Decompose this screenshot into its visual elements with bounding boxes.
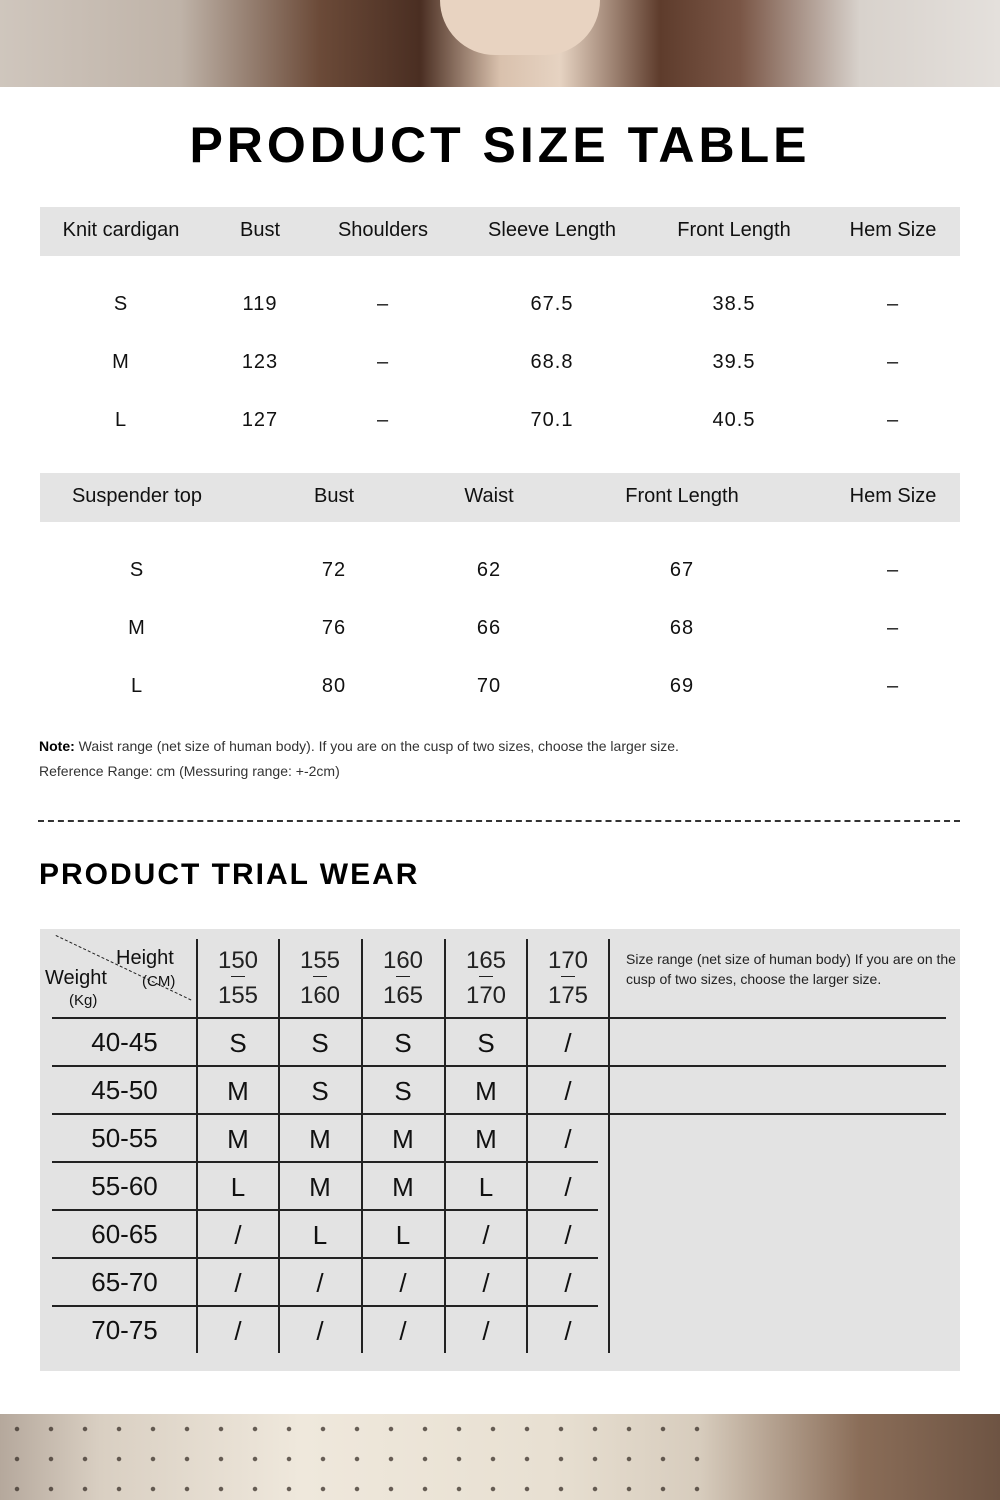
cardigan-size-table (40, 207, 960, 447)
grid-line (444, 939, 446, 1353)
section-divider (38, 820, 960, 822)
size-cell: L (230, 1172, 246, 1202)
corner-kg-label: (Kg) (69, 992, 98, 1009)
grid-line (52, 1209, 598, 1211)
table-cell: 127 (241, 409, 279, 431)
column-header: Bust (239, 219, 281, 241)
height-column-header (362, 942, 444, 1014)
weight-range: 40-45 (91, 1027, 158, 1057)
height-column-header (445, 942, 527, 1014)
grid-line (52, 1017, 946, 1019)
height-from: 155 (299, 947, 341, 974)
note-text: Waist range (net size of human body). If you are on the cusp of two sizes, choose the larger size. (74, 738, 679, 754)
table-cell: S (129, 559, 145, 581)
size-cell: / (564, 1172, 572, 1202)
suspender-table-header (40, 473, 960, 522)
corner-weight-label: Weight (45, 967, 107, 989)
trial-size-note: Size range (net size of human body) If you are on the cusp of two sizes, choose the larger size. (626, 951, 956, 987)
size-cell: S (311, 1076, 329, 1106)
table-cell: – (376, 409, 390, 431)
size-cell: M (309, 1172, 331, 1202)
size-cell: / (564, 1220, 572, 1250)
size-cell: / (564, 1124, 572, 1154)
grid-line (52, 1305, 598, 1307)
table-cell: 62 (476, 559, 502, 581)
grid-line (361, 939, 363, 1353)
size-cell: / (234, 1268, 242, 1298)
size-cell: M (227, 1076, 249, 1106)
weight-range: 60-65 (91, 1219, 158, 1249)
size-cell: / (482, 1220, 490, 1250)
trial-wear-table (40, 929, 960, 1371)
table-cell: M (128, 617, 146, 639)
column-header: Suspender top (71, 485, 203, 507)
size-cell: / (399, 1316, 407, 1346)
weight-range: 65-70 (91, 1267, 158, 1297)
table-cell: 72 (321, 559, 347, 581)
table-row (40, 293, 960, 323)
size-cell: / (564, 1316, 572, 1346)
table-cell: – (886, 559, 900, 581)
table-cell: – (886, 293, 900, 315)
table-cell: 119 (242, 293, 278, 315)
size-cell: S (477, 1028, 495, 1058)
height-from: 160 (382, 947, 424, 974)
column-header: Hem Size (849, 219, 937, 241)
height-to: 170 (465, 982, 507, 1009)
table-cell: 70 (476, 675, 502, 697)
size-cell: S (311, 1028, 329, 1058)
table-cell: – (376, 351, 390, 373)
size-cell: M (392, 1172, 414, 1202)
grid-line (52, 1161, 598, 1163)
grid-line (52, 1065, 946, 1067)
weight-range: 70-75 (91, 1315, 158, 1345)
size-cell: / (316, 1316, 324, 1346)
note-label: Note: (39, 738, 75, 754)
corner-cm-label: (CM) (142, 973, 176, 990)
table-cell: L (114, 409, 128, 431)
column-header: Knit cardigan (62, 219, 180, 241)
grid-line (52, 1257, 598, 1259)
table-cell: 80 (321, 675, 347, 697)
table-cell: 123 (241, 351, 279, 373)
table-cell: M (112, 351, 130, 373)
column-header: Hem Size (849, 485, 937, 507)
size-cell: S (394, 1076, 412, 1106)
table-cell: 68.8 (530, 351, 574, 373)
table-cell: L (130, 675, 144, 697)
table-row (40, 617, 960, 647)
column-header: Front Length (677, 219, 791, 241)
column-header: Front Length (625, 485, 739, 507)
weight-range: 55-60 (91, 1171, 158, 1201)
table-cell: 67 (669, 559, 695, 581)
size-cell: M (475, 1124, 497, 1154)
table-cell: – (886, 409, 900, 431)
table-cell: 39.5 (712, 351, 756, 373)
size-cell: / (234, 1220, 242, 1250)
height-from: 170 (547, 947, 589, 974)
table-cell: 40.5 (712, 409, 756, 431)
grid-line (52, 1113, 946, 1115)
size-cell: / (234, 1316, 242, 1346)
bottom-product-photo (0, 1414, 1000, 1500)
size-note (39, 738, 679, 754)
size-cell: / (564, 1028, 572, 1058)
height-column-header (527, 942, 609, 1014)
height-column-header (197, 942, 279, 1014)
cardigan-table-header (40, 207, 960, 256)
table-cell: 68 (669, 617, 695, 639)
height-to: 155 (217, 982, 259, 1009)
column-header: Bust (313, 485, 355, 507)
size-cell: / (316, 1268, 324, 1298)
size-cell: / (564, 1076, 572, 1106)
corner-height-label: Height (116, 947, 174, 969)
table-cell: – (886, 351, 900, 373)
grid-line (608, 939, 610, 1353)
height-to: 160 (299, 982, 341, 1009)
size-cell: L (478, 1172, 494, 1202)
size-cell: S (394, 1028, 412, 1058)
grid-line (278, 939, 280, 1353)
reference-range: Reference Range: cm (Messuring range: +-2cm) (39, 763, 340, 779)
column-header: Waist (464, 485, 514, 507)
weight-range: 45-50 (91, 1075, 158, 1105)
height-from: 165 (465, 947, 507, 974)
size-cell: / (482, 1316, 490, 1346)
grid-line (526, 939, 528, 1353)
suspender-size-table (40, 473, 960, 713)
size-cell: / (399, 1268, 407, 1298)
table-row (40, 351, 960, 381)
height-to: 175 (547, 982, 589, 1009)
table-cell: – (886, 617, 900, 639)
size-cell: M (227, 1124, 249, 1154)
table-cell: 38.5 (712, 293, 756, 315)
table-cell: 76 (321, 617, 347, 639)
table-cell: – (886, 675, 900, 697)
size-cell: L (395, 1220, 411, 1250)
table-row (40, 559, 960, 589)
weight-range: 50-55 (91, 1123, 158, 1153)
size-cell: L (312, 1220, 328, 1250)
table-cell: – (376, 293, 390, 315)
size-cell: / (564, 1268, 572, 1298)
table-cell: 67.5 (530, 293, 574, 315)
size-cell: M (392, 1124, 414, 1154)
table-cell: S (113, 293, 129, 315)
table-cell: 70.1 (530, 409, 574, 431)
table-row (40, 675, 960, 705)
height-to: 165 (382, 982, 424, 1009)
table-cell: 66 (476, 617, 502, 639)
column-header: Sleeve Length (488, 219, 616, 241)
page-title: PRODUCT SIZE TABLE (189, 117, 811, 173)
size-cell: M (309, 1124, 331, 1154)
grid-line (196, 939, 198, 1353)
table-row (40, 409, 960, 439)
table-cell: 69 (669, 675, 695, 697)
size-cell: / (482, 1268, 490, 1298)
top-product-photo (0, 0, 1000, 87)
trial-wear-title: PRODUCT TRIAL WEAR (39, 858, 420, 891)
column-header: Shoulders (337, 219, 429, 241)
size-cell: S (229, 1028, 247, 1058)
height-from: 150 (217, 947, 259, 974)
height-column-header (279, 942, 361, 1014)
size-cell: M (475, 1076, 497, 1106)
